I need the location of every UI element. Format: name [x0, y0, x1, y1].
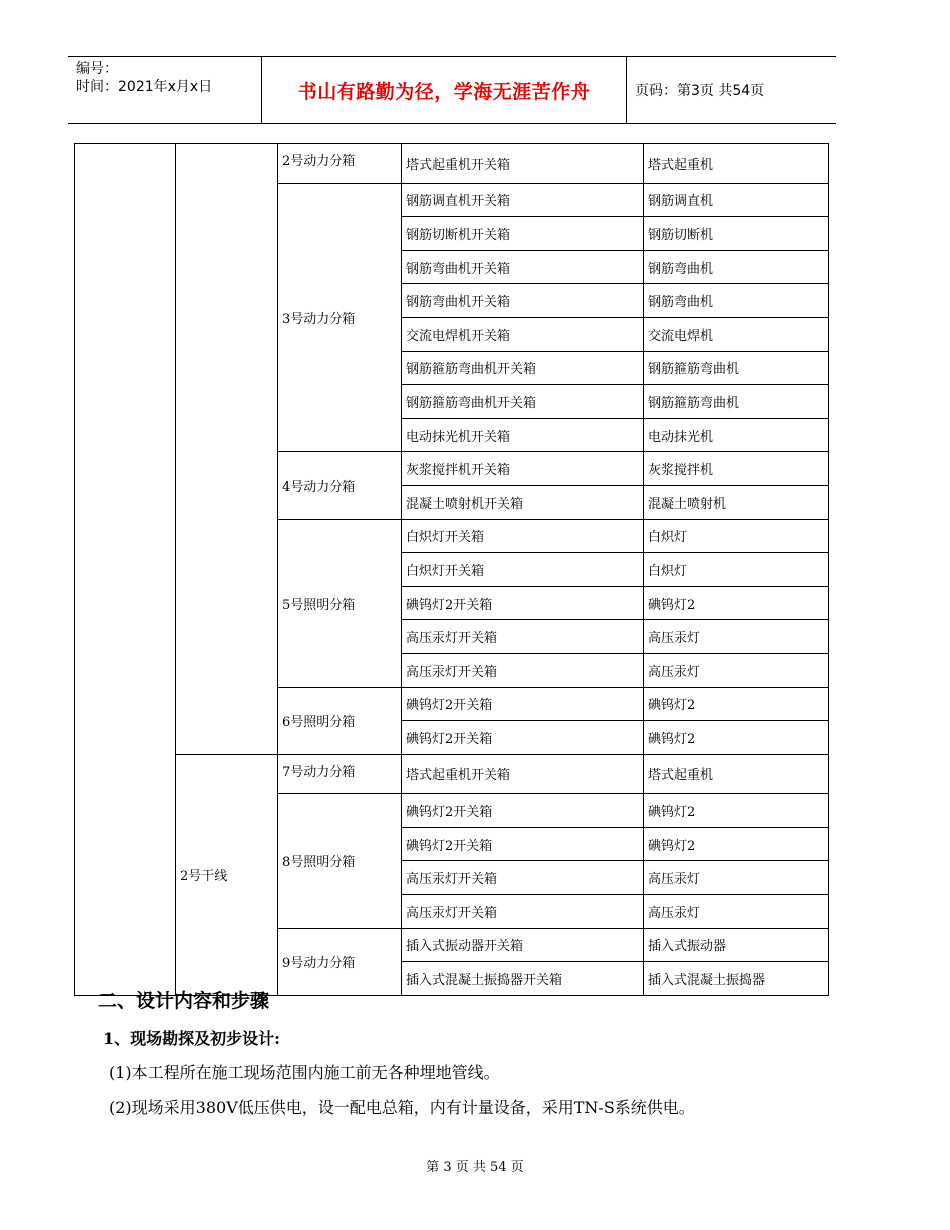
distribution-box-cell: 5号照明分箱: [278, 519, 402, 687]
number-label: 编号：: [76, 61, 118, 77]
equipment-cell: 高压汞灯: [644, 620, 829, 654]
switch-box-cell: 高压汞灯开关箱: [402, 895, 644, 929]
subsection-title: 1、现场勘探及初步设计:: [103, 1029, 281, 1048]
distribution-box-cell: 2号动力分箱: [278, 144, 402, 184]
equipment-cell: 碘钨灯2: [644, 586, 829, 620]
switch-box-cell: 塔式起重机开关箱: [402, 144, 644, 184]
switch-box-cell: 高压汞灯开关箱: [402, 861, 644, 895]
switch-box-cell: 钢筋调直机开关箱: [402, 183, 644, 217]
switch-box-cell: 混凝土喷射机开关箱: [402, 485, 644, 519]
equipment-cell: 钢筋调直机: [644, 183, 829, 217]
equipment-cell: 钢筋弯曲机: [644, 284, 829, 318]
paragraph-1: (1)本工程所在施工现场范围内施工前无各种埋地管线。: [109, 1063, 500, 1082]
switch-box-cell: 电动抹光机开关箱: [402, 418, 644, 452]
header-left-cell: [68, 57, 262, 123]
switch-box-cell: 插入式振动器开关箱: [402, 928, 644, 962]
switch-box-cell: 塔式起重机开关箱: [402, 754, 644, 794]
switch-box-cell: 钢筋切断机开关箱: [402, 217, 644, 251]
switch-box-cell: 交流电焊机开关箱: [402, 317, 644, 351]
equipment-cell: 碘钨灯2: [644, 687, 829, 721]
switch-box-cell: 碘钨灯2开关箱: [402, 794, 644, 828]
equipment-cell: 电动抹光机: [644, 418, 829, 452]
switch-box-cell: 碘钨灯2开关箱: [402, 721, 644, 755]
distribution-box-cell: 9号动力分箱: [278, 928, 402, 995]
equipment-cell: 交流电焊机: [644, 317, 829, 351]
equipment-cell: 塔式起重机: [644, 754, 829, 794]
equipment-cell: 白炽灯: [644, 519, 829, 553]
equipment-cell: 高压汞灯: [644, 895, 829, 929]
distribution-box-cell: 6号照明分箱: [278, 687, 402, 754]
table-row: [75, 754, 829, 794]
equipment-cell: 高压汞灯: [644, 861, 829, 895]
switch-box-cell: 插入式混凝土振捣器开关箱: [402, 962, 644, 996]
time-label: 时间：2021年x月x日: [76, 79, 213, 95]
switch-box-cell: 钢筋箍筋弯曲机开关箱: [402, 351, 644, 385]
page-info: 页码：第3页 共54页: [635, 83, 765, 99]
table-row: [75, 144, 829, 184]
switch-box-cell: 碘钨灯2开关箱: [402, 586, 644, 620]
equipment-cell: 钢筋箍筋弯曲机: [644, 351, 829, 385]
section-title: 二、设计内容和步骤: [98, 990, 270, 1012]
distribution-box-cell: 4号动力分箱: [278, 452, 402, 519]
distribution-table: [74, 143, 829, 996]
distribution-table-body: [75, 144, 829, 996]
equipment-cell: 钢筋切断机: [644, 217, 829, 251]
switch-box-cell: 白炽灯开关箱: [402, 553, 644, 587]
distribution-box-cell: 8号照明分箱: [278, 794, 402, 928]
equipment-cell: 插入式振动器: [644, 928, 829, 962]
equipment-cell: 白炽灯: [644, 553, 829, 587]
equipment-cell: 钢筋箍筋弯曲机: [644, 385, 829, 419]
equipment-cell: 碘钨灯2: [644, 721, 829, 755]
equipment-cell: 灰浆搅拌机: [644, 452, 829, 486]
switch-box-cell: 碘钨灯2开关箱: [402, 687, 644, 721]
switch-box-cell: 灰浆搅拌机开关箱: [402, 452, 644, 486]
switch-box-cell: 钢筋箍筋弯曲机开关箱: [402, 385, 644, 419]
main-line-cell: [176, 144, 278, 755]
page-footer: 第 3 页 共 54 页: [426, 1160, 524, 1175]
main-line-cell: 2号干线: [176, 754, 278, 995]
equipment-cell: 碘钨灯2: [644, 827, 829, 861]
switch-box-cell: 钢筋弯曲机开关箱: [402, 284, 644, 318]
distribution-box-cell: 7号动力分箱: [278, 754, 402, 794]
distribution-box-cell: 3号动力分箱: [278, 183, 402, 452]
switch-box-cell: 高压汞灯开关箱: [402, 653, 644, 687]
equipment-cell: 钢筋弯曲机: [644, 250, 829, 284]
switch-box-cell: 高压汞灯开关箱: [402, 620, 644, 654]
motto: 书山有路勤为径，学海无涯苦作舟: [262, 57, 627, 123]
switch-box-cell: 钢筋弯曲机开关箱: [402, 250, 644, 284]
switch-box-cell: 白炽灯开关箱: [402, 519, 644, 553]
page-header: [68, 56, 836, 124]
paragraph-2: (2)现场采用380V低压供电，设一配电总箱，内有计量设备，采用TN-S系统供电。: [109, 1098, 695, 1117]
equipment-cell: 塔式起重机: [644, 144, 829, 184]
equipment-cell: 插入式混凝土振捣器: [644, 962, 829, 996]
first-column-cell: [75, 144, 176, 996]
switch-box-cell: 碘钨灯2开关箱: [402, 827, 644, 861]
equipment-cell: 混凝土喷射机: [644, 485, 829, 519]
equipment-cell: 高压汞灯: [644, 653, 829, 687]
equipment-cell: 碘钨灯2: [644, 794, 829, 828]
